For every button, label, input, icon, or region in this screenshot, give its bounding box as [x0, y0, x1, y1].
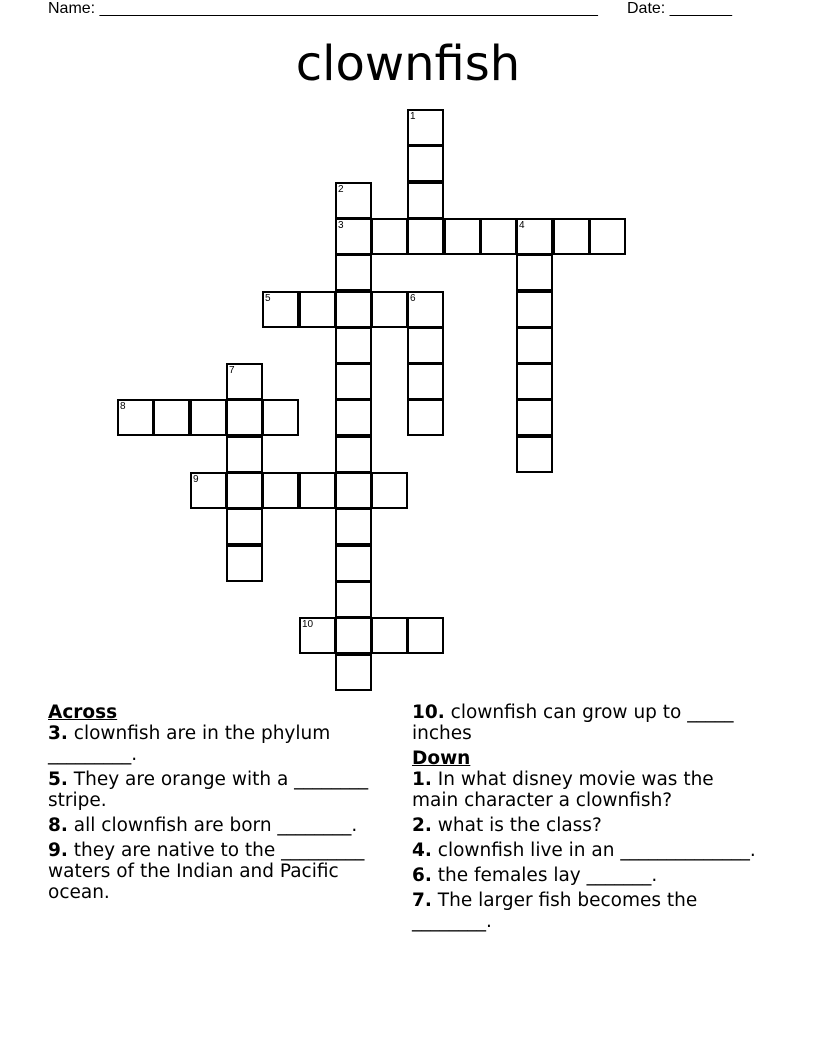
- grid-cell[interactable]: [407, 182, 444, 219]
- name-field-label[interactable]: Name: ________________________________________________________: [48, 0, 598, 17]
- grid-cell[interactable]: [516, 291, 553, 328]
- grid-cell[interactable]: [299, 472, 336, 509]
- clue-text: clownfish can grow up to _____ inches: [412, 702, 734, 744]
- grid-cell[interactable]: [335, 436, 372, 473]
- clue-text: they are native to the _________ waters of the Indian and Pacific ocean.: [48, 840, 365, 903]
- clue-text: all clownfish are born ________.: [73, 815, 358, 836]
- grid-cell[interactable]: [516, 399, 553, 436]
- clue-number: 5.: [48, 769, 68, 790]
- grid-cell[interactable]: [335, 327, 372, 364]
- down-clue-2: [412, 815, 762, 836]
- clue-text: clownfish live in an ______________.: [437, 840, 756, 861]
- grid-cell[interactable]: [407, 399, 444, 436]
- grid-cell[interactable]: [226, 545, 263, 582]
- grid-cell[interactable]: [226, 399, 263, 436]
- grid-cell[interactable]: [335, 363, 372, 400]
- clue-number-label: 9: [193, 474, 199, 485]
- grid-cell[interactable]: [299, 291, 336, 328]
- down-clue-1: [412, 769, 762, 811]
- clue-text: the females lay _______.: [437, 865, 658, 886]
- clue-text: clownfish are in the phylum _________.: [48, 723, 331, 765]
- clue-text: The larger fish becomes the ________.: [412, 890, 698, 932]
- clue-number: 8.: [48, 815, 68, 836]
- grid-cell[interactable]: [589, 218, 626, 255]
- grid-cell[interactable]: [335, 472, 372, 509]
- clue-number: 10.: [412, 702, 445, 723]
- down-clue-7: [412, 890, 762, 932]
- grid-cell[interactable]: [335, 291, 372, 328]
- clue-number: 9.: [48, 840, 68, 861]
- grid-cell[interactable]: [553, 218, 590, 255]
- grid-cell[interactable]: [335, 399, 372, 436]
- grid-cell-8[interactable]: [117, 399, 154, 436]
- clues-right-column: [412, 702, 762, 936]
- grid-cell-7[interactable]: [226, 363, 263, 400]
- grid-cell-1[interactable]: [407, 109, 444, 146]
- grid-cell[interactable]: [262, 399, 299, 436]
- grid-cell-3[interactable]: [335, 218, 372, 255]
- grid-cell-4[interactable]: [516, 218, 553, 255]
- grid-cell[interactable]: [262, 472, 299, 509]
- clue-number-label: 6: [410, 293, 416, 304]
- grid-cell[interactable]: [335, 581, 372, 618]
- across-heading: Across: [48, 702, 118, 723]
- clue-number: 4.: [412, 840, 432, 861]
- grid-cell[interactable]: [371, 472, 408, 509]
- grid-cell[interactable]: [335, 617, 372, 654]
- page-title: clownfish: [295, 36, 521, 92]
- grid-cell[interactable]: [407, 327, 444, 364]
- clue-number-label: 8: [120, 401, 126, 412]
- grid-cell[interactable]: [190, 399, 227, 436]
- grid-cell[interactable]: [516, 254, 553, 291]
- grid-cell[interactable]: [371, 617, 408, 654]
- grid-cell-6[interactable]: [407, 291, 444, 328]
- clue-number-label: 10: [302, 619, 314, 630]
- grid-cell[interactable]: [371, 218, 408, 255]
- grid-cell[interactable]: [516, 436, 553, 473]
- grid-cell[interactable]: [335, 254, 372, 291]
- clue-number-label: 2: [338, 184, 344, 195]
- down-heading: Down: [412, 748, 471, 769]
- down-clue-6: [412, 865, 762, 886]
- grid-cell[interactable]: [226, 508, 263, 545]
- clue-number: 3.: [48, 723, 68, 744]
- grid-cell[interactable]: [407, 218, 444, 255]
- clue-text: They are orange with a ________ stripe.: [48, 769, 369, 811]
- clue-number-label: 3: [338, 220, 344, 231]
- clue-number: 1.: [412, 769, 432, 790]
- grid-cell[interactable]: [480, 218, 517, 255]
- clue-number-label: 5: [265, 293, 271, 304]
- grid-cell-5[interactable]: [262, 291, 299, 328]
- grid-cell[interactable]: [335, 654, 372, 691]
- down-clue-4: [412, 840, 762, 861]
- across-clue-5: [48, 769, 403, 811]
- grid-cell[interactable]: [516, 363, 553, 400]
- clues-left-column: [48, 702, 403, 907]
- across-clue-3: [48, 723, 403, 765]
- grid-cell[interactable]: [335, 545, 372, 582]
- clue-number-label: 7: [229, 365, 235, 376]
- clue-number-label: 1: [410, 111, 416, 122]
- across-clue-8: [48, 815, 403, 836]
- grid-cell[interactable]: [371, 291, 408, 328]
- grid-cell-10[interactable]: [299, 617, 336, 654]
- clue-text: what is the class?: [437, 815, 602, 836]
- grid-cell[interactable]: [226, 436, 263, 473]
- clue-number: 6.: [412, 865, 432, 886]
- grid-cell[interactable]: [335, 508, 372, 545]
- grid-cell[interactable]: [444, 218, 481, 255]
- grid-cell[interactable]: [153, 399, 190, 436]
- grid-cell-2[interactable]: [335, 182, 372, 219]
- clue-number-label: 4: [519, 220, 525, 231]
- clue-number: 7.: [412, 890, 432, 911]
- grid-cell[interactable]: [407, 617, 444, 654]
- across-clue-10: [412, 702, 762, 744]
- across-clue-9: [48, 840, 403, 903]
- grid-cell[interactable]: [407, 145, 444, 182]
- grid-cell[interactable]: [407, 363, 444, 400]
- grid-cell[interactable]: [516, 327, 553, 364]
- date-field-label[interactable]: Date: _______: [627, 0, 732, 17]
- grid-cell-9[interactable]: [190, 472, 227, 509]
- grid-cell[interactable]: [226, 472, 263, 509]
- clue-text: In what disney movie was the main character a clownfish?: [412, 769, 714, 811]
- clue-number: 2.: [412, 815, 432, 836]
